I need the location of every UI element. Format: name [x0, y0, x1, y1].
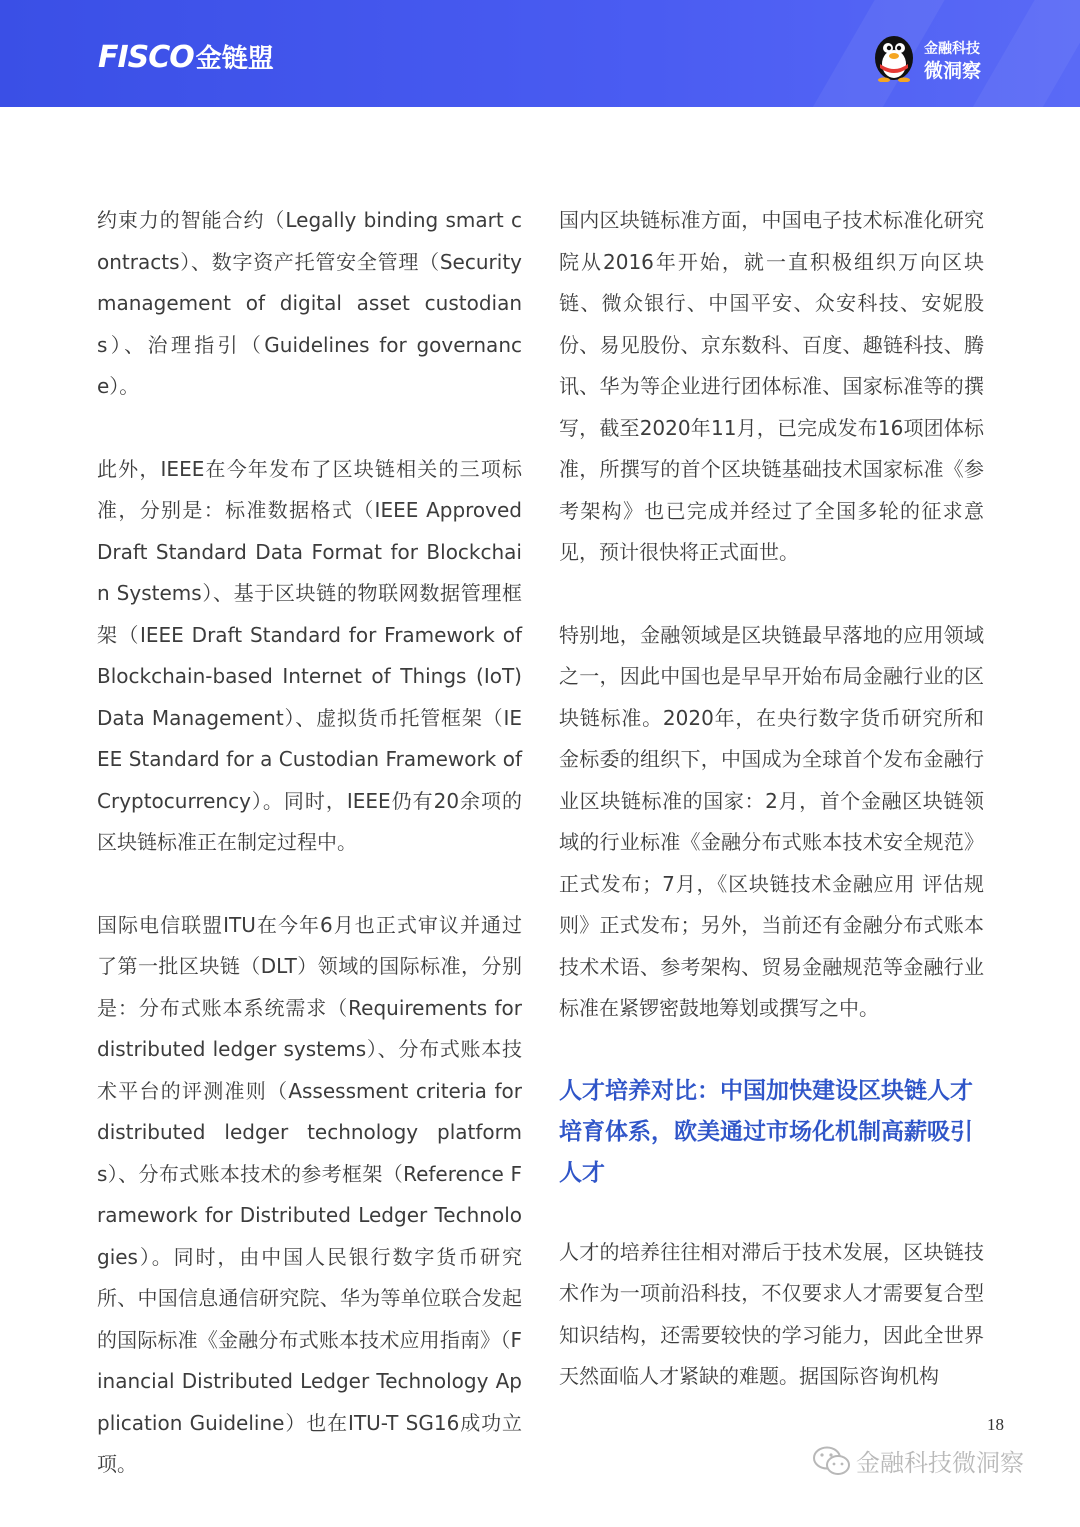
page-number: 18 [987, 1415, 1004, 1434]
fisco-logo-cn: 金链盟 [195, 44, 274, 74]
paragraph: 特别地，金融领域是区块链最早落地的应用领域之一，因此中国也是早早开始布局金融行业的区块链标准。2020年，在央行数字货币研究所和金标委的组织下，中国成为全球首个发布金融行业区块链标准的国家：2月，首个金融区块链领域的行业标准《金融分布式账本技术安全规范》正式发布；7月，《区块链技术金融应用 评估规则》正式发布；另外，当前还有金融分布式账本技术术语、参考架构、贸易金融规范等金融行业标准在紧锣密鼓地筹划或撰写之中。 [559, 622, 984, 1020]
left-column [97, 200, 522, 1527]
paragraph: 此外，IEEE在今年发布了区块链相关的三项标准，分别是：标准数据格式（IEEE Approved Draft Standard Data Format for Blockchain Systems）、基于区块链的物联网数据管理框架（IEEE Draft Standard for Framework of Blockchain-based Internet of Things (IoT) Data Management）、虚拟货币托管框架（IEEE Standard for a Custodian Framework of Cryptocurrency）。同时，IEEE仍有20余项的区块链标准正在制定过程中。 [97, 456, 522, 854]
wechat-icon [812, 1445, 852, 1477]
paragraph: 约束力的智能合约（Legally binding smart contracts）、数字资产托管安全管理（Security management of digital asset custodians）、治理指引（Guidelines for governance）。 [97, 208, 522, 398]
brand-logo-line2: 微洞察 [924, 60, 982, 82]
brand-logo-line1: 金融科技 [924, 41, 980, 57]
penguin-icon [868, 30, 920, 82]
paragraph: 国际电信联盟ITU在今年6月也正式审议并通过了第一批区块链（DLT）领域的国际标准，分别是：分布式账本系统需求（Requirements for distributed ledger systems）、分布式账本技术平台的评测准则（Assessment criteria for distributed ledger technology platforms）、分布式账本技术的参考框架（Reference Framework for Distributed Ledger Technologies）。同时，由中国人民银行数字货币研究所、中国信息通信研究院、华为等单位联合发起的国际标准《金融分布式账本技术应用指南》（Financial Distributed Ledger Technology Application Guideline）也在ITU-T SG16成功立项。 [97, 912, 522, 1476]
fisco-logo-latin: FISCO [98, 40, 194, 75]
right-column [559, 200, 984, 1439]
brand-logo [868, 30, 998, 82]
header-bar [0, 0, 1080, 107]
section-heading: 人才培养对比：中国加快建设区块链人才培育体系，欧美通过市场化机制高薪吸引人才 [559, 1077, 973, 1186]
fisco-logo [98, 38, 274, 75]
watermark-text: 金融科技微洞察 [856, 1449, 1024, 1477]
paragraph: 人才的培养往往相对滞后于技术发展，区块链技术作为一项前沿科技，不仅要求人才需要复合型知识结构，还需要较快的学习能力，因此全世界天然面临人才紧缺的难题。据国际咨询机构 [559, 1239, 984, 1388]
paragraph: 国内区块链标准方面，中国电子技术标准化研究院从2016年开始，就一直积极组织万向区块链、微众银行、中国平安、众安科技、安妮股份、易见股份、京东数科、百度、趣链科技、腾讯、华为等企业进行团体标准、国家标准等的撰写，截至2020年11月，已完成发布16项团体标准，所撰写的首个区块链基础技术国家标准《参考架构》也已完成并经过了全国多轮的征求意见，预计很快将正式面世。 [559, 208, 984, 564]
watermark [812, 1443, 1024, 1483]
